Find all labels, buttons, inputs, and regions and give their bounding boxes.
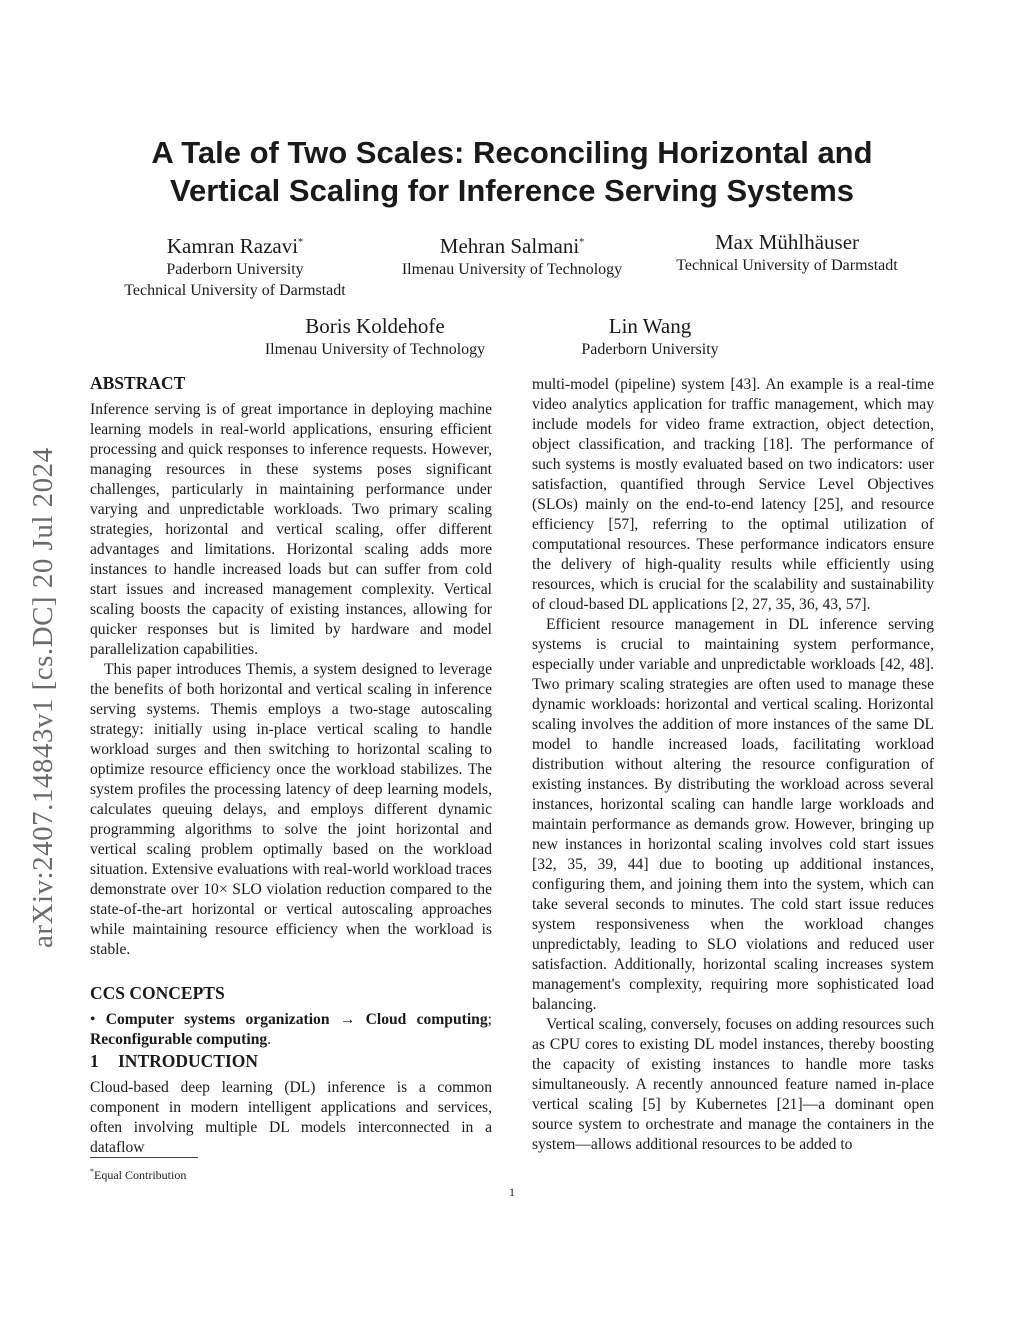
author-affiliation: Paderborn University: [581, 341, 719, 358]
intro-heading: [90, 1050, 492, 1072]
title-line-2: Vertical Scaling for Inference Serving Systems: [169, 173, 854, 208]
author-affiliation: Ilmenau University of Technology: [264, 341, 486, 358]
intro-paragraph: Cloud-based deep learning (DL) inference is a common component in modern intelligent applications and services, often involving multiple DL models interconnected in a dataflow: [90, 1079, 492, 1156]
ccs-end: .: [267, 1031, 272, 1048]
abstract-paragraph: Inference serving is of great importance in deploying machine learning models in real-world applications, ensuring efficient processing and quick responses to inference requests. However, managing resources in these systems poses significant challenges, particularly in maintaining performance under varying and unpredictable workloads. Two primary scaling strategies, horizontal and vertical scaling, offer different advantages and limitations. Horizontal scaling adds more instances to handle increased loads but can suffer from cold start issues and increased management complexity. Vertical scaling boosts the capacity of existing instances, allowing for quicker responses but is limited by hardware and model parallelization capabilities.: [90, 401, 492, 658]
author-block: [372, 230, 652, 280]
right-column: [532, 375, 934, 1155]
author-affiliation: Technical University of Darmstadt: [124, 282, 346, 299]
author-block: [235, 314, 515, 360]
author-affiliation: Paderborn University: [166, 261, 304, 278]
ccs-heading: CCS CONCEPTS: [90, 983, 225, 1003]
footnote-text: Equal Contribution: [94, 1168, 187, 1182]
author-block: [540, 314, 760, 360]
ccs-item: Computer systems organization: [105, 1011, 330, 1028]
author-name: Mehran Salmani: [439, 234, 580, 258]
intro-paragraph: Efficient resource management in DL inference serving systems is crucial to maintaining system performance, especially under variable and unpredictable workloads [42, 48]. Two primary scaling strategies are often used to manage these dynamic workloads: horizontal and vertical scaling. Horizontal scaling involves the addition of more instances of the same DL model to handle increased loads, facilitating workload distribution without altering the resource configuration of existing instances. By distributing the workload across several instances, horizontal scaling can handle large workloads and maintain performance as demands grow. However, bringing up new instances in horizontal scaling involves cold start issues [32, 35, 39, 44] due to booting up additional instances, configuring them, and joining them into the system, which can take several seconds to minutes. The cold start issue reduces system responsiveness when the workload changes unpredictably, leading to SLO violations and reduced user satisfaction. Additionally, horizontal scaling increases system management's complexity, requiring more sophisticated load balancing.: [532, 616, 934, 1013]
author-name: Kamran Razavi: [166, 234, 299, 258]
ccs-concepts: [90, 1010, 492, 1050]
author-block: [90, 230, 380, 301]
ccs-bullet: •: [90, 1011, 96, 1028]
ccs-item: Cloud computing: [365, 1011, 488, 1028]
page-number: 1: [509, 1185, 515, 1199]
author-affiliation: Technical University of Darmstadt: [676, 257, 898, 274]
left-column: [90, 372, 492, 1158]
author-name: Boris Koldehofe: [305, 314, 445, 338]
author-name: Max Mühlhäuser: [714, 230, 860, 254]
section-number: 1: [90, 1051, 99, 1071]
equal-contribution-mark: *: [298, 237, 304, 248]
abstract-paragraph: This paper introduces Themis, a system designed to leverage the benefits of both horizontal and vertical scaling in inference serving systems. Themis employs a two-stage autoscaling strategy: initially using in-place vertical scaling to handle workload surges and then switching to horizontal scaling to optimize resource efficiency once the workload stabilizes. The system profiles the processing latency of deep learning models, calculates queuing delays, and employs different dynamic programming algorithms to solve the joint horizontal and vertical scaling problem optimally based on the workload situation. Extensive evaluations with real-world workload traces demonstrate over 10× SLO violation reduction compared to the state-of-the-art horizontal or vertical autoscaling approaches while maintaining resource efficiency when the workload is stable.: [90, 661, 492, 958]
ccs-arrow: →: [339, 1011, 356, 1028]
intro-paragraph-continued: multi-model (pipeline) system [43]. An example is a real-time video analytics application for traffic management, which may include models for video frame extraction, object detection, object classification, and tracking [18]. The performance of such systems is mostly evaluated based on two indicators: user satisfaction, quantified through Service Level Objectives (SLOs) mainly on the end-to-end latency [25], and resource efficiency [57], referring to the optimal utilization of computational resources. These performance indicators ensure the delivery of high-quality results while efficiently using resources, which is crucial for the scalability and sustainability of cloud-based DL applications [2, 27, 35, 36, 43, 57].: [532, 376, 934, 613]
author-block: [652, 230, 922, 276]
footnote: [90, 1164, 186, 1183]
author-name: Lin Wang: [608, 314, 692, 338]
section-title: INTRODUCTION: [118, 1051, 259, 1071]
ccs-item: Reconfigurable computing: [90, 1031, 268, 1048]
arxiv-identifier: arXiv:2407.14843v1 [cs.DC] 20 Jul 2024: [27, 447, 59, 948]
ccs-separator: ;: [487, 1011, 492, 1028]
footnote-rule: [90, 1157, 198, 1158]
equal-contribution-mark: *: [579, 237, 585, 248]
author-affiliation: Ilmenau University of Technology: [401, 261, 623, 278]
paper-title: [0, 134, 1024, 210]
intro-paragraph: Vertical scaling, conversely, focuses on adding resources such as CPU cores to existing DL model instances, thereby boosting the capacity of existing instances to handle more tasks simultaneously. A recently announced feature named in-place vertical scaling [5] by Kubernetes [21]—a dominant open source system to orchestrate and manage the containers in the system—allows additional resources to be added to: [532, 1016, 934, 1153]
title-line-1: A Tale of Two Scales: Reconciling Horizontal and: [151, 135, 873, 170]
abstract-heading: ABSTRACT: [90, 373, 186, 393]
footnote-mark: *: [90, 1167, 94, 1176]
